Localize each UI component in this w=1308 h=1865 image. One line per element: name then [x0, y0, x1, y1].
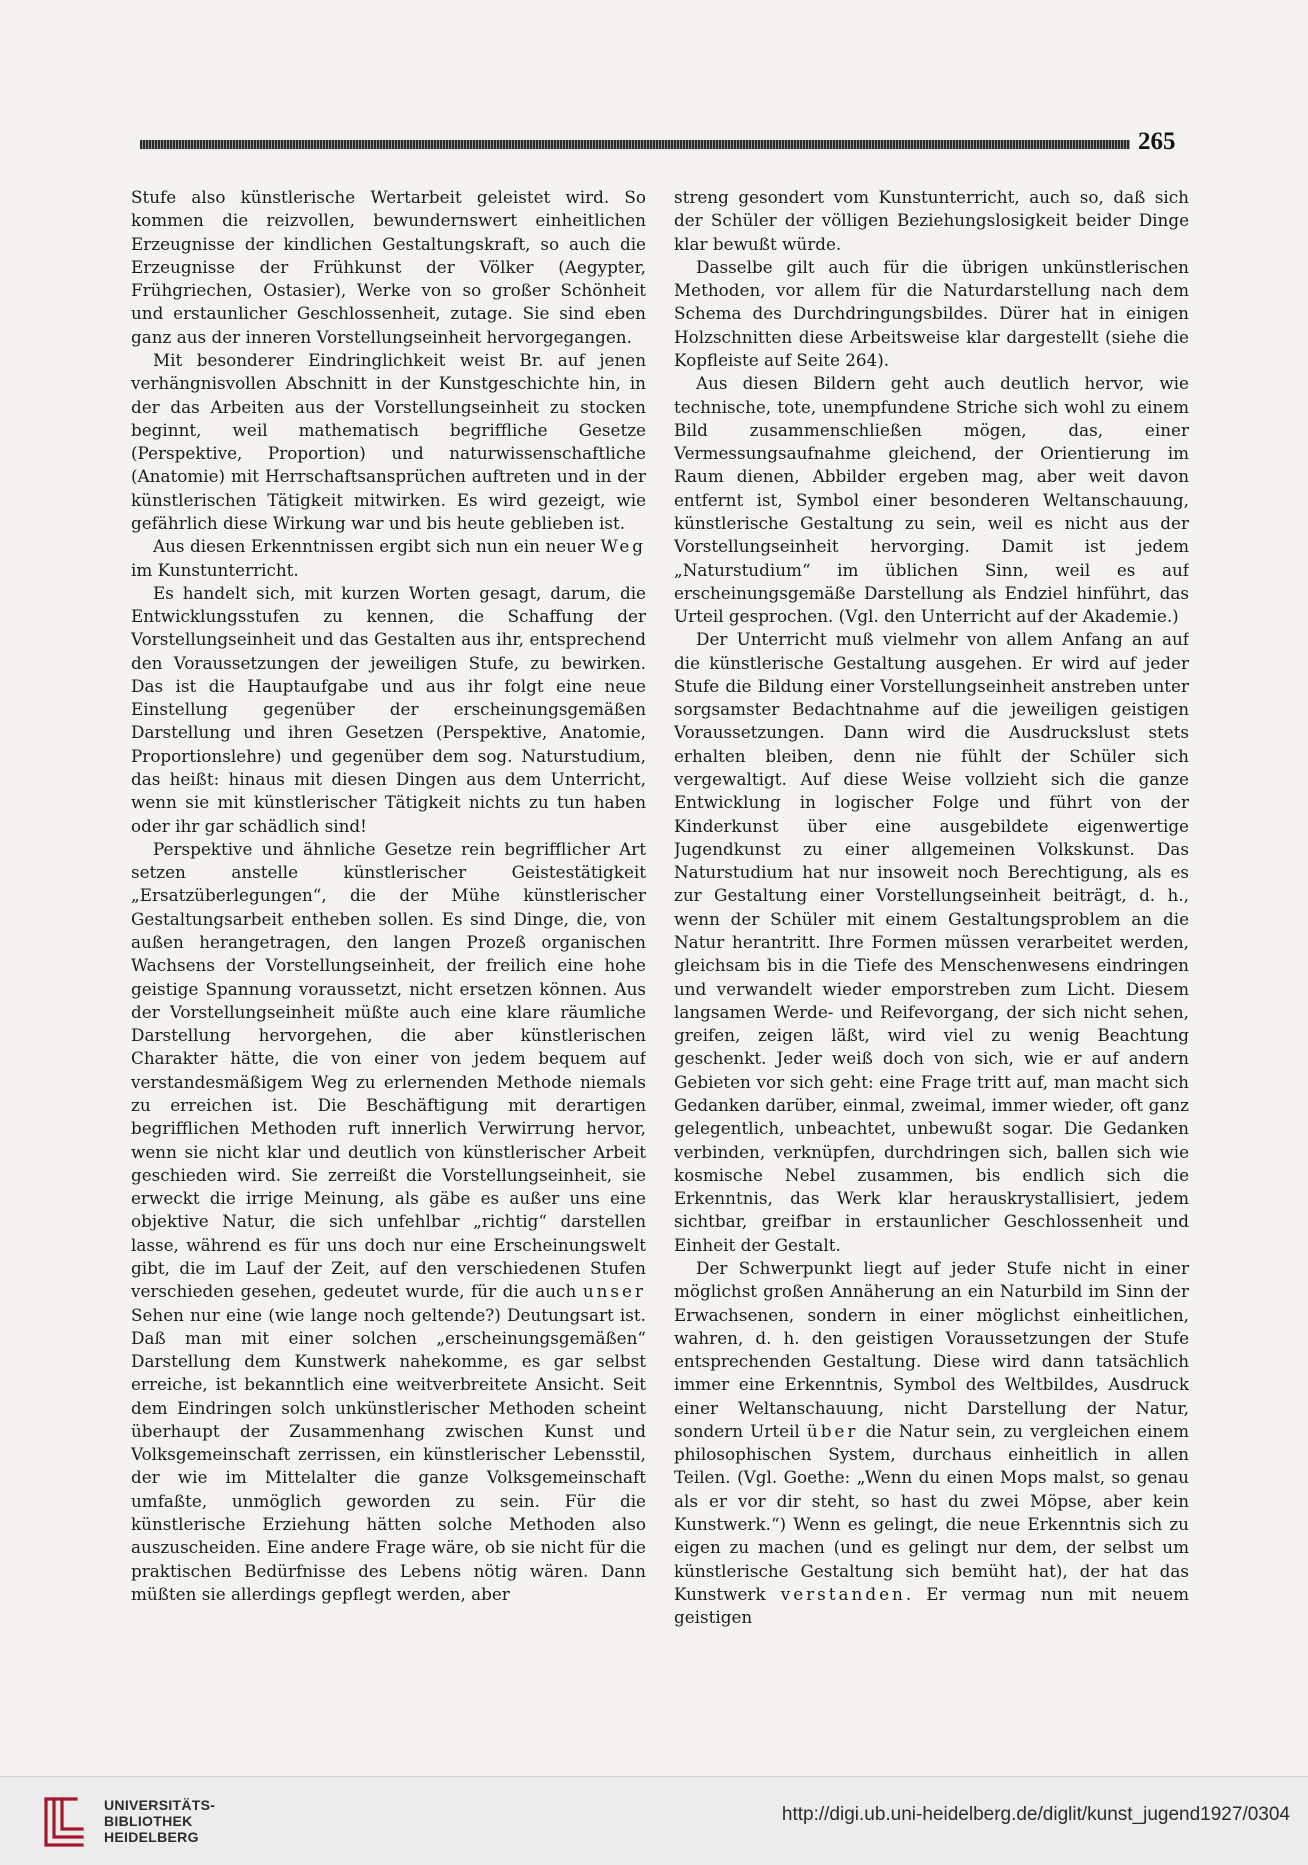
paragraph: Dasselbe gilt auch für die übrigen unkünstlerischen Methoden, vor allem für die Naturdarstellung nach dem Schema des Durchdringungsbildes. Dürer hat in einigen Holzschnitten diese Arbeitsweise klar dargestellt (siehe die Kopfleiste auf Seite 264). — [674, 256, 1189, 370]
footer-bar — [0, 1776, 1308, 1865]
page-number: 265 — [1138, 128, 1176, 155]
library-name-line: UNIVERSITÄTS- — [104, 1797, 216, 1813]
library-logo-icon — [36, 1793, 90, 1851]
paragraph: Es handelt sich, mit kurzen Worten gesagt, darum, die Entwicklungsstufen zu kennen, die Schaffung der Vorstellungseinheit und das Gestalten aus ihr, entsprechend den Voraussetzungen der jeweiligen Stufe, zu bewirken. Das ist die Hauptaufgabe und aus ihr folgt eine neue Einstellung gegenüber der erscheinungsgemäßen Darstellung und ihren Gesetzen (Perspektive, Anatomie, Proportionslehre) und gegenüber dem sog. Naturstudium, das heißt: hinaus mit diesen Dingen aus dem Unterricht, wenn sie mit künstlerischer Tätigkeit nichts zu tun haben oder ihr gar schädlich sind! — [131, 582, 646, 836]
spaced-emphasis: über — [806, 1420, 859, 1441]
library-name — [104, 1797, 215, 1845]
paragraph: Perspektive und ähnliche Gesetze rein begrifflicher Art setzen anstelle künstlerischer Geistestätigkeit „Ersatzüberlegungen“, die der Mühe künstlerischer Gestaltungsarbeit entheben sollen. Es sind Dinge, die, von außen herangetragen, den langen Prozeß organischen Wachsens der Vorstellungseinheit, der freilich eine hohe geistige Spannung voraussetzt, nicht ersetzen können. Aus der Vorstellungseinheit müßte auch eine klare räumliche Darstellung hervorgehen, die aber künstlerischen Charakter hätte, die von einer von jedem bequem auf verstandesmäßigem Weg zu erlernenden Methode niemals zu erreichen ist. Die Beschäftigung mit derartigen begrifflichen Methoden ruft innerlich Verwirrung hervor, wenn sie nicht klar und deutlich von künstlerischer Arbeit geschieden wird. Sie zerreißt die Vorstellungseinheit, sie erweckt die irrige Meinung, als gäbe es außer uns eine objektive Natur, die sich unfehlbar „richtig“ darstellen lasse, während es für uns doch nur eine Erscheinungswelt gibt, die im Lauf der Zeit, auf den verschiedenen Stufen verschieden gesehen, gedeutet wurde, für die auch unser Sehen nur eine (wie lange noch geltende?) Deutungsart ist. Daß man mit einer solchen „erscheinungsgemäßen“ Darstellung dem Kunstwerk nahekomme, es gar selbst erreiche, ist bekanntlich eine weitverbreitete Ansicht. Seit dem Eindringen solch unkünstlerischer Methoden scheint überhaupt der Zusammenhang zwischen Kunst und Volksgemeinschaft zerrissen, ein künstlerischer Lebensstil, der wie im Mittelalter die ganze Volksgemeinschaft umfaßte, unmöglich geworden zu sein. Für die künstlerische Erziehung hätten solche Methoden also auszuscheiden. Eine andere Frage wäre, ob sie nicht für die praktischen Bedürfnisse des Lebens nötig wären. Dann müßten sie allerdings gepflegt werden, aber — [131, 838, 646, 1604]
paragraph: Aus diesen Erkenntnissen ergibt sich nun ein neuer Weg im Kunstunterricht. — [131, 536, 646, 580]
spaced-emphasis: Weg — [600, 536, 646, 557]
logo-stroke — [54, 1799, 82, 1837]
library-name-line: BIBLIOTHEK — [104, 1813, 193, 1829]
left-column — [131, 186, 646, 1634]
paragraph: Der Schwerpunkt liegt auf jeder Stufe nicht in einer möglichst großen Annäherung an ein Naturbild im Sinn der Erwachsenen, sondern in einer möglichst einheitlichen, wahren, d. h. den geistigen Voraussetzungen der Stufe entsprechenden Gestaltung. Diese wird dann tatsächlich immer eine Erkenntnis, Symbol des Weltbildes, Ausdruck einer Weltanschauung, nicht Darstellung der Natur, sondern Urteil über die Natur sein, zu vergleichen einem philosophischen System, durchaus einheitlich in allen Teilen. (Vgl. Goethe: „Wenn du einen Mops malst, so genau als er vor dir steht, so hast du zwei Möpse, aber kein Kunstwerk.“) Wenn es gelingt, die neue Erkenntnis sich zu eigen zu machen (und es gelingt nur dem, der selbst um künstlerische Gestaltung sich bemüht hat), der hat das Kunstwerk verstanden. Er vermag nun mit neuem geistigen — [674, 1257, 1189, 1628]
header-rule — [140, 140, 1130, 149]
spaced-emphasis: verstanden — [780, 1583, 906, 1604]
library-name-line: HEIDELBERG — [104, 1829, 199, 1845]
paragraph: Aus diesen Bildern geht auch deutlich hervor, wie technische, tote, unempfundene Striche sich wohl zu einem Bild zusammenschließen mögen, das, einer Vermessungsaufnahme gleichend, der Orientierung im Raum dienen, Abbilder ergeben mag, aber weit davon entfernt ist, Symbol einer besonderen Weltanschauung, künstlerische Gestaltung zu sein, weil es nicht aus der Vorstellungseinheit hervorging. Damit ist jedem „Naturstudium“ im üblichen Sinn, weil es auf erscheinungsgemäße Darstellung als Endziel hinführt, das Urteil gesprochen. (Vgl. den Unterricht auf der Akademie.) — [674, 373, 1189, 627]
logo-stroke — [62, 1799, 82, 1829]
paragraph: Der Unterricht muß vielmehr von allem Anfang an auf die künstlerische Gestaltung ausgehen. Er wird auf jeder Stufe die Bildung einer Vorstellungseinheit anstreben unter sorgsamster Bedachtnahme auf die jeweiligen geistigen Voraussetzungen. Dann wird die Ausdruckslust stets erhalten bleiben, denn nie fühlt der Schüler sich vergewaltigt. Auf diese Weise vollzieht sich die ganze Entwicklung in logischer Folge und führt von der Kinderkunst über eine ausgebildete eigenwertige Jugendkunst zu einer allgemeinen Volkskunst. Das Naturstudium hat nur insoweit noch Berechtigung, als es zur Gestaltung einer Vorstellungseinheit beiträgt, d. h., wenn der Schüler mit einem Gestaltungsproblem an die Natur herantritt. Ihre Formen müssen verarbeitet werden, gleichsam bis in die Tiefe des Menschenwesens eindringen und verwandelt wieder emporstreben zum Licht. Diesem langsamen Werde- und Reifevorgang, der sich nicht sehen, greifen, zeigen läßt, wird viel zu wenig Beachtung geschenkt. Jeder weiß doch von sich, wie er auf andern Gebieten vor sich geht: eine Frage tritt auf, man macht sich Gedanken darüber, einmal, zweimal, immer wieder, oft ganz gelegentlich, unbeachtet, unbewußt sogar. Die Gedanken verbinden, verknüpfen, durchdringen sich, ballen sich wie kosmische Nebel zusammen, bis endlich sich die Erkenntnis, das Werk klar herauskrystallisiert, jedem sichtbar, greifbar in erstaunlicher Geschlossenheit und Einheit der Gestalt. — [674, 629, 1189, 1255]
paragraph: Stufe also künstlerische Wertarbeit geleistet wird. So kommen die reizvollen, bewundernswert einheitlichen Erzeugnisse der kindlichen Gestaltungskraft, so auch die Erzeugnisse der Frühkunst der Völker (Aegypter, Frühgriechen, Ostasier), Werke von so großer Schönheit und erstaunlicher Geschlossenheit, zutage. Sie sind eben ganz aus der inneren Vorstellungseinheit hervorgegangen. — [131, 187, 646, 347]
right-column — [674, 186, 1189, 1634]
paragraph: Mit besonderer Eindringlichkeit weist Br. auf jenen verhängnisvollen Abschnitt in der Kunstgeschichte hin, in der das Arbeiten aus der Vorstellungseinheit zu stocken beginnt, weil mathematisch begriffliche Gesetze (Perspektive, Proportion) und naturwissenschaftliche (Anatomie) mit Herrschaftsansprüchen auftreten und in der künstlerischen Tätigkeit mitwirken. Es wird gezeigt, wie gefährlich diese Wirkung war und bis heute geblieben ist. — [131, 349, 646, 533]
source-url[interactable]: http://digi.ub.uni-heidelberg.de/diglit/kunst_jugend1927/0304 — [781, 1804, 1290, 1825]
spaced-emphasis: unser — [582, 1281, 646, 1302]
library-logo-strokes — [46, 1799, 82, 1845]
paragraph: streng gesondert vom Kunstunterricht, auch so, daß sich der Schüler der völligen Beziehungslosigkeit beider Dinge klar bewußt würde. — [674, 187, 1189, 254]
